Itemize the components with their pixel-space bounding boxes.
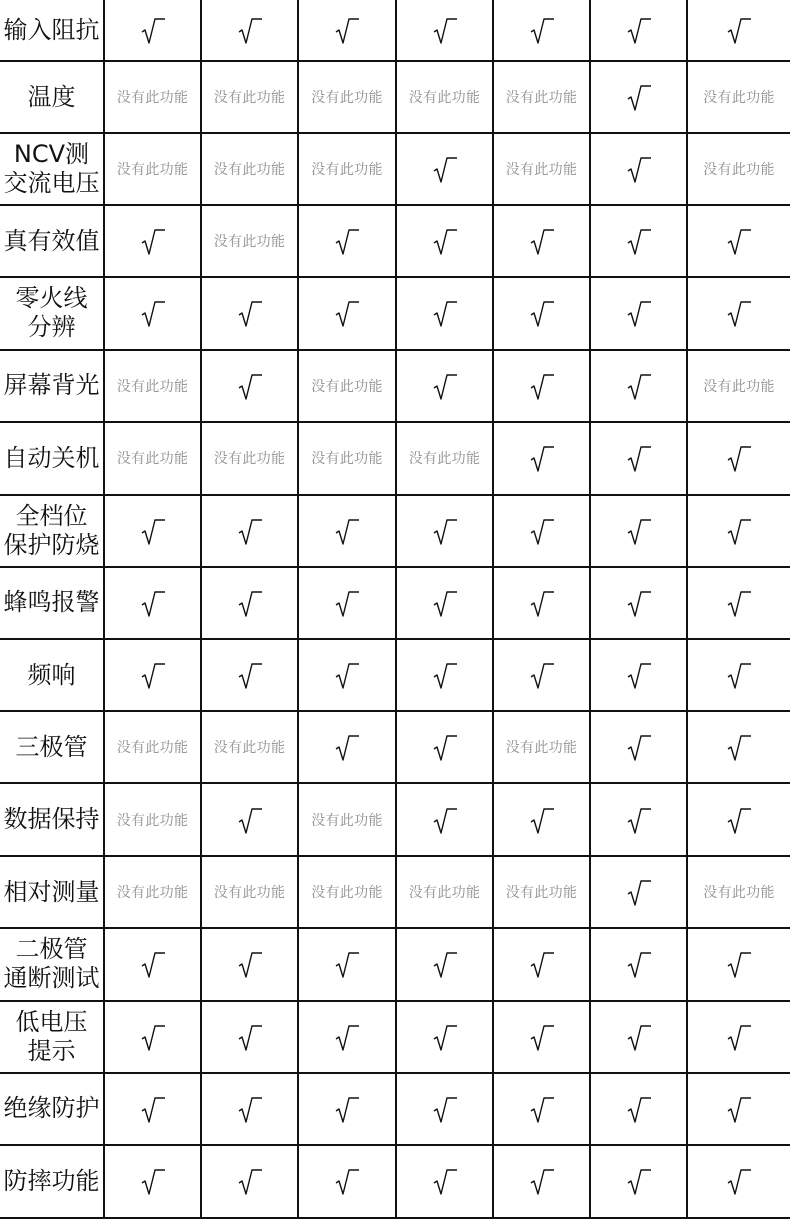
checkmark-icon — [529, 225, 555, 257]
checkmark-icon — [432, 153, 458, 185]
table-row — [0, 495, 790, 567]
unsupported-cell — [104, 711, 201, 783]
feature-name-line: 数据保持 — [3, 805, 100, 834]
supported-cell — [590, 350, 687, 422]
supported-cell — [396, 711, 493, 783]
supported-cell — [493, 639, 590, 711]
feature-name-cell — [0, 783, 104, 856]
feature-name-line: 防摔功能 — [3, 1166, 100, 1195]
supported-cell — [687, 205, 790, 277]
feature-name-line: 相对测量 — [3, 877, 100, 906]
feature-name-line: 输入阻抗 — [3, 15, 100, 44]
supported-cell — [201, 1001, 298, 1073]
feature-name-cell — [0, 495, 104, 567]
checkmark-icon — [334, 731, 360, 763]
supported-cell — [396, 495, 493, 567]
checkmark-icon — [432, 1165, 458, 1197]
supported-cell — [298, 928, 396, 1000]
feature-name-cell — [0, 61, 104, 133]
checkmark-icon — [529, 297, 555, 329]
supported-cell — [493, 495, 590, 567]
unsupported-cell — [396, 856, 493, 928]
supported-cell — [104, 277, 201, 349]
supported-cell — [104, 1001, 201, 1073]
feature-name-cell — [0, 1073, 104, 1145]
feature-name-line: 绝缘防护 — [3, 1094, 100, 1123]
checkmark-icon — [726, 14, 752, 46]
not-available-label: 没有此功能 — [116, 378, 189, 395]
unsupported-cell — [396, 61, 493, 133]
checkmark-icon — [432, 587, 458, 619]
feature-name-line: 三极管 — [15, 732, 88, 761]
supported-cell — [201, 0, 298, 61]
table-row — [0, 277, 790, 349]
feature-name-line: 二极管 — [15, 935, 88, 964]
supported-cell — [687, 422, 790, 495]
supported-cell — [396, 1001, 493, 1073]
feature-name-cell — [0, 567, 104, 639]
not-available-label: 没有此功能 — [311, 812, 383, 829]
supported-cell — [590, 1073, 687, 1145]
feature-name-line: 交流电压 — [3, 169, 100, 198]
checkmark-icon — [726, 731, 752, 763]
not-available-label: 没有此功能 — [213, 162, 286, 179]
supported-cell — [590, 422, 687, 495]
checkmark-icon — [726, 1165, 752, 1197]
checkmark-icon — [432, 1021, 458, 1053]
supported-cell — [396, 928, 493, 1000]
supported-cell — [493, 928, 590, 1000]
not-available-label: 没有此功能 — [116, 740, 189, 757]
checkmark-icon — [726, 659, 752, 691]
checkmark-icon — [626, 81, 652, 113]
table-row — [0, 1073, 790, 1145]
not-available-label: 没有此功能 — [408, 90, 481, 107]
checkmark-icon — [626, 1021, 652, 1053]
checkmark-icon — [140, 1021, 166, 1053]
unsupported-cell — [298, 350, 396, 422]
supported-cell — [298, 277, 396, 349]
supported-cell — [201, 567, 298, 639]
feature-name-line: 保护防烧 — [3, 530, 100, 559]
supported-cell — [104, 1145, 201, 1218]
supported-cell — [493, 1001, 590, 1073]
checkmark-icon — [529, 442, 555, 474]
supported-cell — [590, 711, 687, 783]
checkmark-icon — [726, 297, 752, 329]
supported-cell — [298, 495, 396, 567]
unsupported-cell — [493, 856, 590, 928]
checkmark-icon — [432, 948, 458, 980]
table-row — [0, 1145, 790, 1218]
unsupported-cell — [687, 133, 790, 205]
supported-cell — [104, 495, 201, 567]
checkmark-icon — [626, 659, 652, 691]
supported-cell — [590, 205, 687, 277]
unsupported-cell — [687, 350, 790, 422]
checkmark-icon — [237, 370, 263, 402]
feature-name-line: 自动关机 — [3, 443, 100, 472]
checkmark-icon — [237, 1093, 263, 1125]
checkmark-icon — [334, 948, 360, 980]
checkmark-icon — [626, 515, 652, 547]
unsupported-cell — [298, 856, 396, 928]
supported-cell — [104, 1073, 201, 1145]
not-available-label: 没有此功能 — [116, 812, 189, 829]
not-available-label: 没有此功能 — [311, 162, 383, 179]
not-available-label: 没有此功能 — [505, 885, 578, 902]
checkmark-icon — [529, 1021, 555, 1053]
supported-cell — [298, 711, 396, 783]
supported-cell — [493, 350, 590, 422]
supported-cell — [396, 0, 493, 61]
supported-cell — [396, 350, 493, 422]
checkmark-icon — [529, 370, 555, 402]
supported-cell — [298, 567, 396, 639]
supported-cell — [298, 205, 396, 277]
feature-name-cell — [0, 1001, 104, 1073]
unsupported-cell — [104, 856, 201, 928]
feature-name-line: 频响 — [27, 660, 76, 689]
checkmark-icon — [237, 1165, 263, 1197]
checkmark-icon — [140, 1165, 166, 1197]
checkmark-icon — [334, 515, 360, 547]
feature-name-cell — [0, 133, 104, 205]
unsupported-cell — [104, 422, 201, 495]
not-available-label: 没有此功能 — [311, 885, 383, 902]
supported-cell — [687, 711, 790, 783]
checkmark-icon — [726, 804, 752, 836]
checkmark-icon — [334, 14, 360, 46]
feature-name-line: 零火线 — [15, 284, 88, 313]
supported-cell — [590, 783, 687, 856]
table-row — [0, 205, 790, 277]
checkmark-icon — [432, 225, 458, 257]
not-available-label: 没有此功能 — [505, 740, 578, 757]
unsupported-cell — [298, 61, 396, 133]
supported-cell — [493, 1145, 590, 1218]
not-available-label: 没有此功能 — [213, 451, 286, 468]
supported-cell — [590, 277, 687, 349]
supported-cell — [687, 277, 790, 349]
checkmark-icon — [529, 659, 555, 691]
checkmark-icon — [334, 1021, 360, 1053]
checkmark-icon — [237, 515, 263, 547]
supported-cell — [493, 277, 590, 349]
unsupported-cell — [396, 422, 493, 495]
checkmark-icon — [334, 587, 360, 619]
supported-cell — [201, 495, 298, 567]
checkmark-icon — [726, 948, 752, 980]
supported-cell — [298, 0, 396, 61]
checkmark-icon — [334, 1165, 360, 1197]
supported-cell — [687, 928, 790, 1000]
table-row — [0, 783, 790, 856]
unsupported-cell — [298, 422, 396, 495]
checkmark-icon — [626, 587, 652, 619]
table-row — [0, 856, 790, 928]
checkmark-icon — [237, 1021, 263, 1053]
supported-cell — [590, 856, 687, 928]
checkmark-icon — [237, 804, 263, 836]
checkmark-icon — [140, 225, 166, 257]
checkmark-icon — [334, 225, 360, 257]
feature-name-cell — [0, 422, 104, 495]
checkmark-icon — [626, 731, 652, 763]
table-row — [0, 711, 790, 783]
supported-cell — [201, 1145, 298, 1218]
checkmark-icon — [432, 515, 458, 547]
supported-cell — [104, 567, 201, 639]
supported-cell — [687, 1073, 790, 1145]
checkmark-icon — [529, 14, 555, 46]
feature-name-cell — [0, 639, 104, 711]
not-available-label: 没有此功能 — [116, 162, 189, 179]
supported-cell — [396, 567, 493, 639]
checkmark-icon — [432, 731, 458, 763]
checkmark-icon — [626, 14, 652, 46]
feature-name-cell — [0, 1145, 104, 1218]
checkmark-icon — [140, 948, 166, 980]
checkmark-icon — [726, 587, 752, 619]
supported-cell — [590, 639, 687, 711]
table-row — [0, 422, 790, 495]
feature-name-cell — [0, 205, 104, 277]
supported-cell — [590, 567, 687, 639]
supported-cell — [687, 783, 790, 856]
table-row — [0, 567, 790, 639]
checkmark-icon — [237, 948, 263, 980]
checkmark-icon — [529, 948, 555, 980]
checkmark-icon — [529, 804, 555, 836]
checkmark-icon — [529, 587, 555, 619]
not-available-label: 没有此功能 — [703, 378, 775, 395]
feature-name-line: 蜂鸣报警 — [3, 588, 100, 617]
feature-name-line: 屏幕背光 — [3, 371, 100, 400]
checkmark-icon — [726, 1021, 752, 1053]
supported-cell — [104, 639, 201, 711]
supported-cell — [201, 639, 298, 711]
checkmark-icon — [626, 297, 652, 329]
checkmark-icon — [334, 1093, 360, 1125]
supported-cell — [687, 567, 790, 639]
unsupported-cell — [201, 133, 298, 205]
checkmark-icon — [529, 515, 555, 547]
feature-name-line: 真有效值 — [3, 226, 100, 255]
checkmark-icon — [726, 442, 752, 474]
checkmark-icon — [529, 1093, 555, 1125]
checkmark-icon — [432, 297, 458, 329]
checkmark-icon — [334, 659, 360, 691]
checkmark-icon — [140, 515, 166, 547]
not-available-label: 没有此功能 — [213, 885, 286, 902]
not-available-label: 没有此功能 — [311, 451, 383, 468]
checkmark-icon — [140, 659, 166, 691]
checkmark-icon — [432, 14, 458, 46]
feature-name-cell — [0, 277, 104, 349]
supported-cell — [493, 422, 590, 495]
supported-cell — [687, 639, 790, 711]
supported-cell — [687, 0, 790, 61]
supported-cell — [298, 639, 396, 711]
not-available-label: 没有此功能 — [116, 885, 189, 902]
checkmark-icon — [626, 442, 652, 474]
checkmark-icon — [140, 14, 166, 46]
not-available-label: 没有此功能 — [116, 451, 189, 468]
supported-cell — [104, 205, 201, 277]
not-available-label: 没有此功能 — [408, 885, 481, 902]
unsupported-cell — [687, 856, 790, 928]
supported-cell — [687, 1145, 790, 1218]
feature-name-line: 低电压 — [15, 1007, 88, 1036]
feature-name-line: 全档位 — [15, 501, 88, 530]
table-row — [0, 61, 790, 133]
feature-name-cell — [0, 711, 104, 783]
feature-name-cell — [0, 0, 104, 61]
not-available-label: 没有此功能 — [703, 162, 775, 179]
not-available-label: 没有此功能 — [703, 90, 775, 107]
checkmark-icon — [626, 370, 652, 402]
table-row — [0, 0, 790, 61]
not-available-label: 没有此功能 — [213, 740, 286, 757]
table-row — [0, 133, 790, 205]
supported-cell — [396, 205, 493, 277]
supported-cell — [104, 928, 201, 1000]
supported-cell — [201, 783, 298, 856]
supported-cell — [590, 1145, 687, 1218]
unsupported-cell — [104, 61, 201, 133]
checkmark-icon — [626, 876, 652, 908]
checkmark-icon — [626, 1093, 652, 1125]
table-row — [0, 639, 790, 711]
checkmark-icon — [726, 225, 752, 257]
checkmark-icon — [726, 515, 752, 547]
unsupported-cell — [493, 711, 590, 783]
checkmark-icon — [237, 659, 263, 691]
supported-cell — [104, 0, 201, 61]
checkmark-icon — [432, 1093, 458, 1125]
unsupported-cell — [493, 61, 590, 133]
supported-cell — [493, 567, 590, 639]
checkmark-icon — [237, 14, 263, 46]
unsupported-cell — [201, 205, 298, 277]
feature-name-line: 分辨 — [27, 313, 76, 342]
supported-cell — [590, 495, 687, 567]
checkmark-icon — [529, 1165, 555, 1197]
table-row — [0, 350, 790, 422]
checkmark-icon — [432, 659, 458, 691]
table-row — [0, 1001, 790, 1073]
supported-cell — [493, 205, 590, 277]
feature-name-line: 提示 — [27, 1036, 76, 1065]
unsupported-cell — [104, 783, 201, 856]
supported-cell — [493, 0, 590, 61]
supported-cell — [590, 1001, 687, 1073]
supported-cell — [590, 928, 687, 1000]
checkmark-icon — [140, 587, 166, 619]
supported-cell — [396, 1073, 493, 1145]
checkmark-icon — [237, 297, 263, 329]
unsupported-cell — [201, 711, 298, 783]
supported-cell — [298, 1145, 396, 1218]
not-available-label: 没有此功能 — [213, 234, 286, 251]
supported-cell — [201, 350, 298, 422]
table-row — [0, 928, 790, 1000]
unsupported-cell — [298, 783, 396, 856]
supported-cell — [590, 0, 687, 61]
supported-cell — [201, 928, 298, 1000]
not-available-label: 没有此功能 — [505, 90, 578, 107]
supported-cell — [396, 133, 493, 205]
unsupported-cell — [104, 350, 201, 422]
supported-cell — [298, 1073, 396, 1145]
not-available-label: 没有此功能 — [116, 90, 189, 107]
unsupported-cell — [201, 422, 298, 495]
feature-name-cell — [0, 928, 104, 1000]
not-available-label: 没有此功能 — [408, 451, 481, 468]
checkmark-icon — [626, 804, 652, 836]
unsupported-cell — [687, 61, 790, 133]
feature-name-line: 通断测试 — [3, 964, 100, 993]
supported-cell — [590, 133, 687, 205]
feature-name-line: 温度 — [27, 82, 76, 111]
supported-cell — [201, 277, 298, 349]
not-available-label: 没有此功能 — [213, 90, 286, 107]
supported-cell — [687, 1001, 790, 1073]
supported-cell — [201, 1073, 298, 1145]
unsupported-cell — [493, 133, 590, 205]
supported-cell — [298, 1001, 396, 1073]
supported-cell — [493, 1073, 590, 1145]
supported-cell — [396, 639, 493, 711]
unsupported-cell — [104, 133, 201, 205]
not-available-label: 没有此功能 — [703, 885, 775, 902]
checkmark-icon — [626, 153, 652, 185]
feature-name-line: NCV测 — [13, 140, 90, 169]
not-available-label: 没有此功能 — [505, 162, 578, 179]
not-available-label: 没有此功能 — [311, 90, 383, 107]
unsupported-cell — [298, 133, 396, 205]
supported-cell — [687, 495, 790, 567]
not-available-label: 没有此功能 — [311, 378, 383, 395]
supported-cell — [590, 61, 687, 133]
checkmark-icon — [334, 297, 360, 329]
supported-cell — [396, 277, 493, 349]
checkmark-icon — [432, 370, 458, 402]
unsupported-cell — [201, 61, 298, 133]
checkmark-icon — [626, 225, 652, 257]
checkmark-icon — [432, 804, 458, 836]
checkmark-icon — [237, 587, 263, 619]
feature-name-cell — [0, 856, 104, 928]
checkmark-icon — [140, 297, 166, 329]
checkmark-icon — [626, 1165, 652, 1197]
checkmark-icon — [726, 1093, 752, 1125]
checkmark-icon — [140, 1093, 166, 1125]
unsupported-cell — [201, 856, 298, 928]
supported-cell — [396, 783, 493, 856]
supported-cell — [396, 1145, 493, 1218]
checkmark-icon — [626, 948, 652, 980]
feature-name-cell — [0, 350, 104, 422]
supported-cell — [493, 783, 590, 856]
